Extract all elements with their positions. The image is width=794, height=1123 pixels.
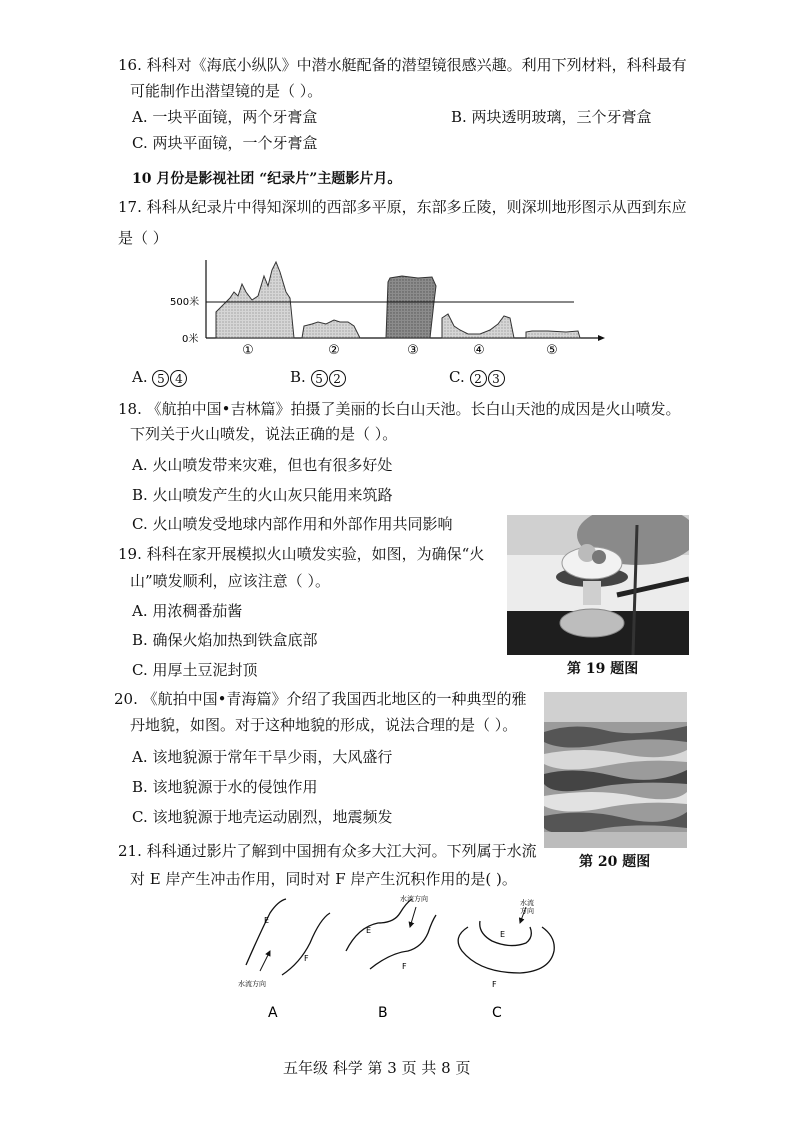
river-diagram-c xyxy=(458,898,554,1021)
profile-3 xyxy=(386,276,436,338)
svg-text:E: E xyxy=(264,916,270,925)
q19-stem-line1: 19. 科科在家开展模拟火山喷发实验，如图，为确保“火 xyxy=(118,545,485,563)
num-3: ③ xyxy=(407,343,419,358)
q17-stem-line2: 是（ ） xyxy=(118,229,168,247)
profile-1 xyxy=(216,262,294,338)
svg-text:E: E xyxy=(500,930,506,939)
q18-stem-line2: 下列关于火山喷发，说法正确的是（ ）。 xyxy=(130,425,398,443)
q20-stem-line2: 丹地貌，如图。对于这种地貌的形成，说法合理的是（ ）。 xyxy=(130,716,518,734)
volcano-experiment-photo xyxy=(507,515,689,655)
q18-option-c: C. 火山喷发受地球内部作用和外部作用共同影响 xyxy=(132,515,453,533)
num-4: ④ xyxy=(473,343,485,358)
q18-option-a: A. 火山喷发带来灾难，但也有很多好处 xyxy=(132,456,393,474)
q20-stem-line1: 20. 《航拍中国•青海篇》介绍了我国西北地区的一种典型的雅 xyxy=(114,690,527,708)
river-diagrams xyxy=(230,893,570,1023)
q17-option-c: C. 2 3 xyxy=(449,366,506,388)
svg-text:水流方向: 水流方向 xyxy=(400,895,428,903)
svg-text:F: F xyxy=(304,954,309,963)
river-diagram-a xyxy=(238,899,330,1021)
yardang-landform-photo xyxy=(544,692,687,848)
q16-stem-line1: 16. 科科对《海底小纵队》中潜水艇配备的潜望镜很感兴趣。利用下列材料，科科最有 xyxy=(118,56,687,74)
num-2: ② xyxy=(328,343,340,358)
label-c: C xyxy=(492,1005,502,1021)
profile-5 xyxy=(526,331,580,338)
num-5: ⑤ xyxy=(546,343,558,358)
q21-stem-line2: 对 E 岸产生冲击作用，同时对 F 岸产生沉积作用的是( )。 xyxy=(130,870,517,888)
q17-stem-line1: 17. 科科从纪录片中得知深圳的西部多平原，东部多丘陵，则深圳地形图示从西到东应 xyxy=(118,198,687,216)
q19-option-c: C. 用厚土豆泥封顶 xyxy=(132,661,258,679)
svg-text:E: E xyxy=(366,926,372,935)
q20-option-a: A. 该地貌源于常年干旱少雨，大风盛行 xyxy=(132,748,393,766)
label-a: A xyxy=(268,1005,278,1021)
q19-stem-line2: 山”喷发顺利，应该注意（ ）。 xyxy=(130,572,330,590)
q16-option-a: A. 一块平面镜，两个牙膏盒 xyxy=(132,108,318,126)
q20-option-c: C. 该地貌源于地壳运动剧烈，地震频发 xyxy=(132,808,393,826)
q19-figure-caption: 第 19 题图 xyxy=(567,661,639,677)
svg-text:F: F xyxy=(402,962,407,971)
page-footer: 五年级 科学 第 3 页 共 8 页 xyxy=(283,1059,471,1077)
q19-option-a: A. 用浓稠番茄酱 xyxy=(132,602,243,620)
q20-option-b: B. 该地貌源于水的侵蚀作用 xyxy=(132,778,318,796)
q19-option-b: B. 确保火焰加热到铁盒底部 xyxy=(132,631,318,649)
q17-option-b: B. 5 2 xyxy=(290,366,347,388)
svg-text:方向: 方向 xyxy=(520,907,534,915)
label-500m: 500米 xyxy=(170,297,200,308)
label-0m: 0米 xyxy=(182,334,199,345)
q17-option-a: A. 5 4 xyxy=(132,366,188,388)
profile-2 xyxy=(302,320,360,338)
svg-text:F: F xyxy=(492,980,497,989)
q20-figure-caption: 第 20 题图 xyxy=(579,854,651,870)
profile-4 xyxy=(442,314,514,338)
q16-option-b: B. 两块透明玻璃，三个牙膏盒 xyxy=(451,108,652,126)
terrain-profile-diagram xyxy=(168,252,608,360)
num-1: ① xyxy=(242,343,254,358)
q16-option-c: C. 两块平面镜，一个牙膏盒 xyxy=(132,134,318,152)
q16-stem-line2: 可能制作出潜望镜的是（ ）。 xyxy=(130,82,323,100)
q18-stem-line1: 18. 《航拍中国•吉林篇》拍摄了美丽的长白山天池。长白山天池的成因是火山喷发。 xyxy=(118,400,681,418)
label-b: B xyxy=(378,1005,388,1021)
svg-text:水流方向: 水流方向 xyxy=(238,980,266,988)
svg-text:水流: 水流 xyxy=(520,899,534,907)
q21-stem-line1: 21. 科科通过影片了解到中国拥有众多大江大河。下列属于水流 xyxy=(118,842,537,860)
river-diagram-b xyxy=(346,894,436,1021)
section-note: 10 月份是影视社团 “纪录片”主题影片月。 xyxy=(132,171,402,187)
q18-option-b: B. 火山喷发产生的火山灰只能用来筑路 xyxy=(132,486,393,504)
